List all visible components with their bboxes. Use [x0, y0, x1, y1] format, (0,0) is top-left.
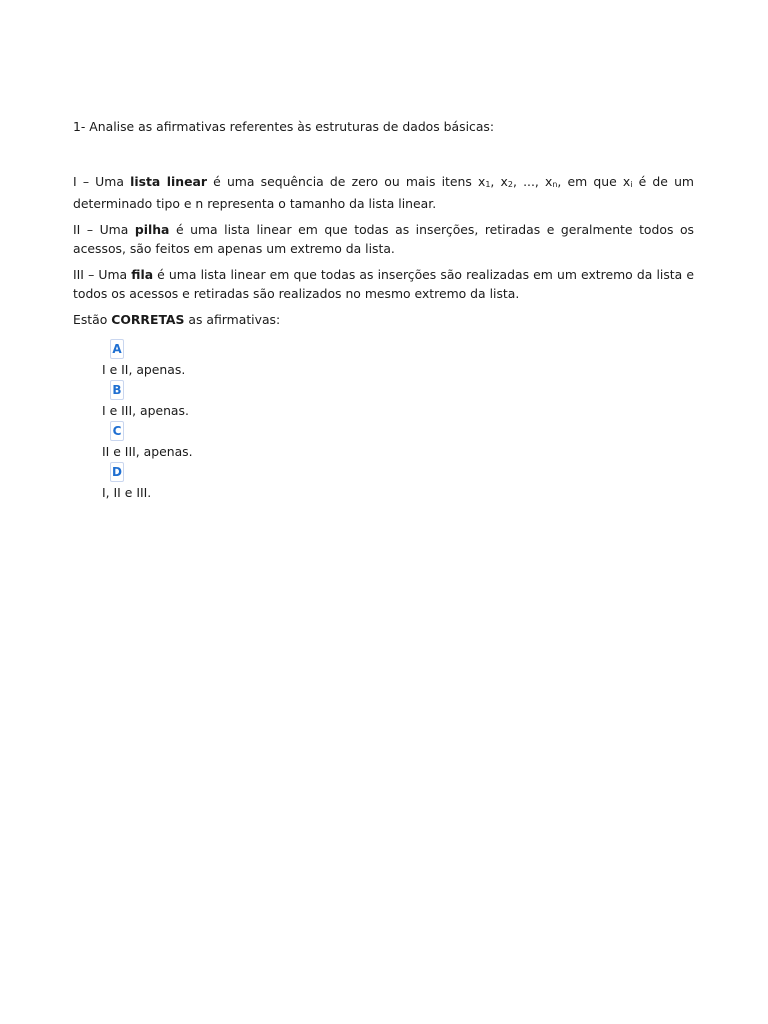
statement-3 — [73, 266, 694, 303]
subscript-n: n — [552, 180, 558, 189]
option-text[interactable]: I, II e III. — [102, 485, 152, 500]
statement-3-term: fila — [131, 267, 154, 282]
option-c[interactable] — [102, 421, 694, 461]
statement-1-text-b: , x — [490, 174, 508, 189]
question-content — [73, 118, 694, 503]
option-letter-badge[interactable]: A — [110, 339, 124, 359]
question-title: 1- Analise as afirmativas referentes às estruturas de dados básicas: — [73, 119, 495, 134]
option-letter-badge[interactable]: C — [110, 421, 124, 441]
statement-3-text: é uma lista linear em que todas as inserções são realizadas em um extremo da lista e todos os acessos e retiradas são realizados no mesmo extremo da lista. — [73, 267, 694, 301]
statement-2-term: pilha — [134, 222, 170, 237]
option-letter-badge[interactable]: B — [110, 380, 124, 400]
statement-1-text-a: é uma sequência de zero ou mais itens x — [206, 174, 486, 189]
option-a[interactable] — [102, 339, 694, 379]
statement-2 — [73, 221, 694, 258]
option-letter-badge[interactable]: D — [110, 462, 124, 482]
statement-3-prefix: III – Uma — [73, 267, 132, 282]
statement-2-prefix: II – Uma — [73, 222, 135, 237]
statement-1 — [73, 173, 694, 213]
option-b[interactable] — [102, 380, 694, 420]
statement-2-text: é uma lista linear em que todas as inserções, retiradas e geralmente todos os acessos, são feitos em apenas um extremo da lista. — [73, 222, 694, 256]
statement-1-text-e: é de um determinado tipo e n representa o tamanho da lista linear. — [73, 174, 694, 211]
option-text[interactable]: I e III, apenas. — [102, 403, 189, 418]
prompt-keyword: CORRETAS — [111, 312, 185, 327]
subscript-2: 2 — [507, 180, 513, 189]
question-prompt — [73, 311, 694, 329]
statement-1-prefix: I – Uma — [73, 174, 131, 189]
option-text[interactable]: II e III, apenas. — [102, 444, 193, 459]
option-d[interactable] — [102, 462, 694, 502]
statement-1-term: lista linear — [130, 174, 207, 189]
statement-1-text-d: , em que x — [557, 174, 631, 189]
option-text[interactable]: I e II, apenas. — [102, 362, 186, 377]
subscript-i: i — [630, 180, 633, 189]
answer-options — [102, 339, 694, 502]
prompt-suffix: as afirmativas: — [184, 312, 281, 327]
statement-1-text-c: , ..., x — [512, 174, 553, 189]
subscript-1: 1 — [485, 180, 491, 189]
prompt-prefix: Estão — [73, 312, 112, 327]
